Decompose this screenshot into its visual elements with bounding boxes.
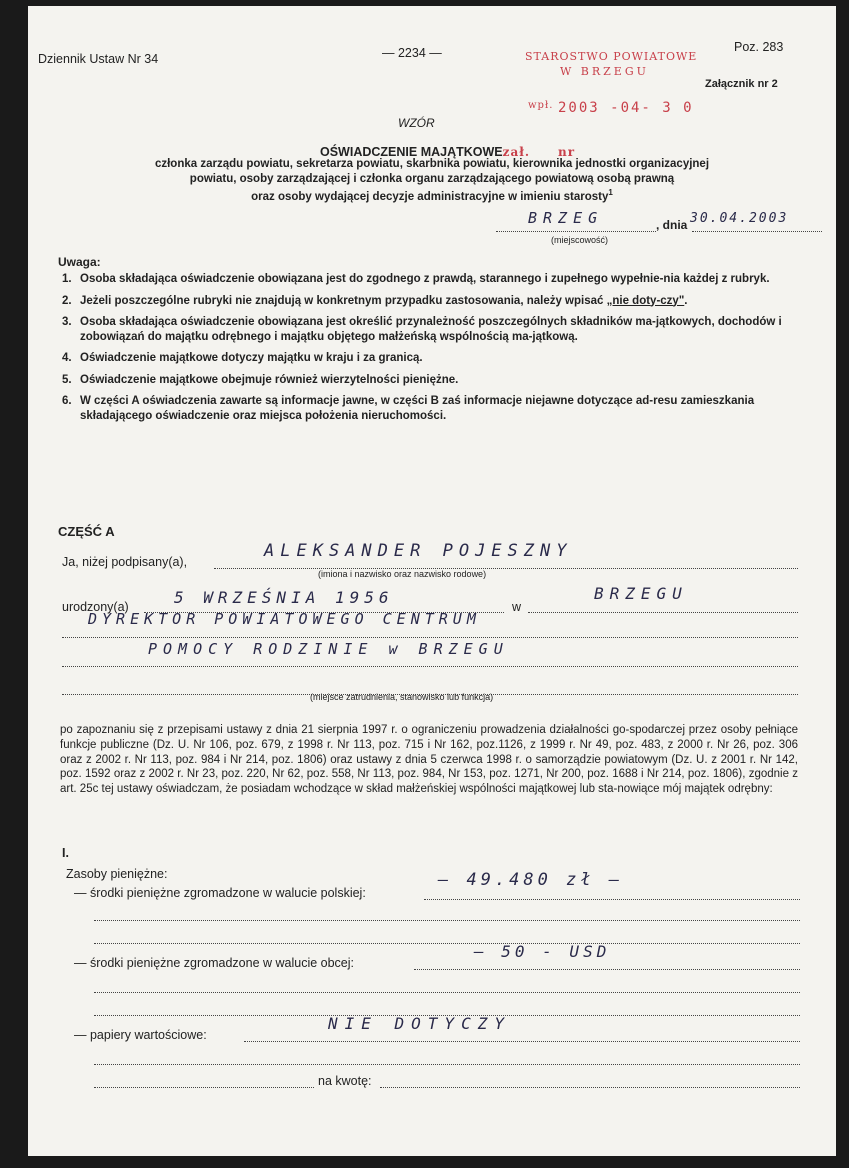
pln-line [424,899,800,900]
uwaga-list [62,272,792,430]
foreign-value: — 50 - USD [474,942,611,961]
uwaga-item-number: 4. [62,352,72,364]
place-value: BRZEG [528,209,604,227]
amount-line [380,1087,800,1088]
securities-line [244,1041,800,1042]
work-value-1: DYREKTOR POWIATOWEGO CENTRUM [88,610,481,628]
form-subtitle-3 [28,188,836,203]
pln-line-2 [94,920,800,921]
uwaga-item-number: 2. [62,294,72,307]
uwaga-item-tail: . [684,294,688,307]
born-in-label: w [512,600,522,614]
form-title [320,145,575,159]
uwaga-item [62,294,792,309]
work-line-1 [62,637,798,638]
work-value-2: POMOCY RODZINIE w BRZEGU [148,640,509,658]
uwaga-item-text: Jeżeli poszczególne rubryki nie znajdują w konkretnym przypadku zastosowania, należy wpisać [80,294,607,307]
date-label: , dnia [656,218,688,232]
declarant-label: Ja, niżej podpisany(a), [62,555,188,569]
securities-label: — papiery wartościowe: [74,1028,207,1042]
part-a-heading: CZĘŚĆ A [58,524,115,539]
stamp-city: W BRZEGU [560,65,649,78]
name-caption: (imiona i nazwisko oraz nazwisko rodowe) [318,569,487,579]
uwaga-item-text: Osoba składająca oświadczenie obowiązana jest do zgodnego z prawdą, starannego i zupełnego wypełnie-nia każdej z rubryk. [80,273,770,285]
stamp-office: STAROSTWO POWIATOWE [525,50,698,63]
uwaga-item-number: 5. [62,373,72,386]
stamp-nr: nr [558,145,576,159]
amount-label: na kwotę: [318,1074,372,1088]
uwaga-item-number: 1. [62,273,72,285]
uwaga-item-text: Oświadczenie majątkowe obejmuje również wierzytelności pieniężne. [80,373,459,386]
work-line-2 [62,666,798,667]
foreign-line [414,969,800,970]
legal-paragraph: po zapoznaniu się z przepisami ustawy z dnia 21 sierpnia 1997 r. o ograniczeniu prowadzenia działalności go-spodarczej przez osoby pełniące funkcje publiczne (Dz. U. Nr 106, poz. 679, z 1998 r. Nr 113, poz. 715 i Nr 162, poz.1126, z 1999 r. Nr 49, poz. 483, z 2000 r. Nr 26, poz. 306 oraz z 2002 r. Nr 113, poz. 984 i Nr 214, poz. 1806) oraz ustawy z dnia 5 czerwca 1998 r. o samorządzie powiatowym (Dz. U. z 2001 r. Nr 142, poz. 1592 oraz z 2002 r. Nr 23, poz. 220, Nr 62, poz. 558, Nr 113, poz. 984, Nr 153, poz. 1271, Nr 200, poz. 1688 i Nr 214, poz. 1806), zgodnie z art. 25c tej ustawy oświadczam, że posiadam wchodzące w skład małżeńskiej wspólności majątkowej lub sta-nowiące mój majątek odrębny: [60,724,798,796]
document-page [28,6,836,1156]
date-value: 30.04.2003 [690,211,789,226]
section-1-heading: I. [62,846,69,860]
uwaga-item [62,394,792,423]
name-value: ALEKSANDER POJESZNY [264,541,573,561]
uwaga-item [62,351,792,366]
form-subtitle-3-text: oraz osoby wydającej decyzje administracyjne w imieniu starosty [251,190,609,203]
pln-line-3 [94,943,800,944]
stamp-date-prefix: wpł. [528,100,554,111]
form-title-text: OŚWIADCZENIE MAJĄTKOWE [320,145,503,159]
journal-name: Dziennik Ustaw Nr 34 [38,52,159,66]
born-place-value: BRZEGU [594,584,688,603]
uwaga-item-text: Osoba składająca oświadczenie obowiązana jest określić przynależność poszczególnych składników ma-jątkowych, dochodów i zobowiązań do majątku odrębnego i majątku objętego małżeńską wspólnością ma-jątkową. [80,316,782,343]
stamp-date: 2003 -04- 3 0 [558,100,694,116]
position-number: Poz. 283 [734,40,784,54]
pln-value: — 49.480 zł — [438,870,624,890]
uwaga-item-text: W części A oświadczenia zawarte są informacje jawne, w części B zaś informacje niejawne dotyczące ad-resu zamieszkania składającego oświadczenie oraz miejsca położenia nieruchomości. [80,395,755,422]
uwaga-heading: Uwaga: [58,255,101,269]
securities-value: NIE DOTYCZY [328,1014,511,1033]
date-line [692,231,822,232]
uwaga-item-text: Oświadczenie majątkowe dotyczy majątku w kraju i za granicą. [80,352,423,364]
born-date-value: 5 WRZEŚNIA 1956 [174,588,394,607]
foreign-line-2 [94,992,800,993]
name-line [214,568,798,569]
born-label: urodzony(a) [62,600,129,614]
attachment-number: Załącznik nr 2 [705,78,778,90]
pln-label: — środki pieniężne zgromadzone w walucie polskiej: [74,886,366,900]
cash-heading: Zasoby pieniężne: [66,867,168,881]
form-subtitle-1: członka zarządu powiatu, sekretarza powiatu, skarbnika powiatu, kierownika jednostki organizacyjnej [154,158,710,170]
footnote-mark: 1 [608,188,613,197]
stamp-zal: zał. [502,145,531,159]
page-number: — 2234 — [382,46,442,60]
wzor-label: WZÓR [398,116,435,130]
uwaga-item-emphasis: „nie doty-czy" [606,294,685,307]
foreign-label: — środki pieniężne zgromadzone w walucie obcej: [74,956,355,970]
form-subtitle-2: powiatu, osoby zarządzającej i członka organu zarządzającego powiatową osobą prawną [189,173,675,185]
uwaga-item [62,315,792,344]
work-caption: (miejsce zatrudnienia, stanowisko lub funkcja) [310,692,494,702]
uwaga-item-number: 3. [62,316,72,328]
uwaga-item-number: 6. [62,395,72,407]
securities-line-2 [94,1064,800,1065]
place-caption: (miejscowość) [551,235,609,245]
uwaga-item [62,272,792,287]
securities-amount-pre-line [94,1087,314,1088]
uwaga-item [62,373,792,388]
place-line [496,231,656,232]
born-place-line [528,612,798,613]
